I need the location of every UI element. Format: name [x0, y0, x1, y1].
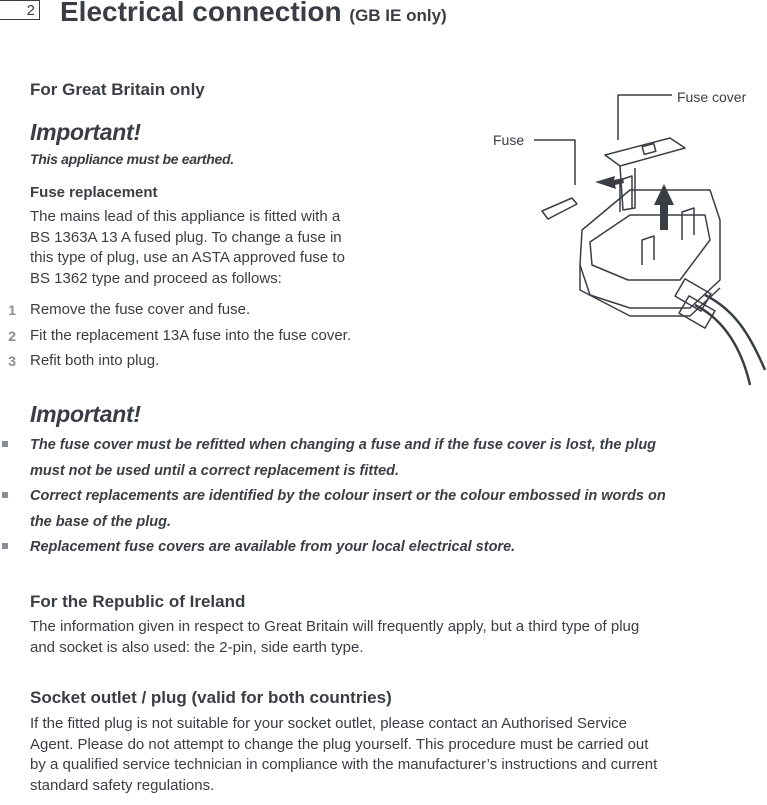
title-main: Electrical connection [60, 0, 342, 27]
page-number: 2 [0, 0, 40, 20]
ireland-paragraph: The information given in respect to Great Britain will frequently apply, but a third type of plug and socket is also used: the 2-pin, side earth type. [30, 618, 640, 656]
step-number: 1 [8, 302, 16, 318]
pin-neutral [682, 208, 694, 240]
fuse-cover-leader [618, 95, 672, 140]
gb-heading: For Great Britain only [30, 80, 205, 99]
step-number: 3 [8, 353, 16, 369]
fuse-replacement-paragraph [30, 207, 345, 289]
page-title [60, 0, 447, 28]
important-bullet: Replacement fuse covers are available from your local electrical store. [30, 539, 516, 555]
bullet-marker [2, 492, 8, 498]
important-bullet: The fuse cover must be refitted when changing a fuse and if the fuse cover is lost, the plug must not be used until a correct replacement is fitted. [30, 437, 657, 479]
fuse-line: BS 1362 type and proceed as follows: [30, 269, 282, 287]
important-bullet: Correct replacements are identified by the colour insert or the colour embossed in words on the base of the plug. [30, 488, 666, 530]
ireland-heading: For the Republic of Ireland [30, 592, 246, 611]
fuse-replacement-heading: Fuse replacement [30, 184, 158, 201]
plug-top-face [590, 215, 710, 280]
step-text: Remove the fuse cover and fuse. [30, 301, 251, 318]
fuse [542, 198, 577, 219]
bullet-marker [2, 543, 8, 549]
socket-heading: Socket outlet / plug (valid for both countries) [30, 688, 392, 707]
fuse-cover-label: Fuse cover [677, 89, 747, 105]
fuse-label: Fuse [493, 132, 525, 148]
step-text: Fit the replacement 13A fuse into the fuse cover. [30, 327, 352, 344]
bullet-marker [2, 441, 8, 447]
plug-body [580, 190, 720, 308]
fuse-cover-up-arrow [654, 184, 674, 230]
important-title: Important! [30, 119, 141, 145]
title-suffix: (GB IE only) [349, 6, 447, 25]
plug-diagram [520, 80, 767, 390]
pin-live [642, 236, 654, 265]
step-number: 2 [8, 328, 16, 344]
fuse-line: this type of plug, use an ASTA approved fuse to [30, 249, 345, 266]
important2-title: Important! [30, 401, 141, 427]
fuse-leader [534, 140, 575, 185]
socket-paragraph: If the fitted plug is not suitable for your socket outlet, please contact an Authorised Service Agent. Please do not attempt to change the plug yourself. This procedure must be carried out by a qualified service technician in compliance with the manufacturer’s instructions and current standard safety regulations. [30, 715, 658, 794]
fuse-line: BS 1363A 13 A fused plug. To change a fuse in [30, 228, 342, 246]
important-earthed-text: This appliance must be earthed. [30, 151, 234, 167]
cable [705, 295, 765, 370]
fuse-cover [605, 138, 685, 166]
step-text: Refit both into plug. [30, 352, 160, 369]
fuse-line: The mains lead of this appliance is fitted with a [30, 208, 341, 225]
